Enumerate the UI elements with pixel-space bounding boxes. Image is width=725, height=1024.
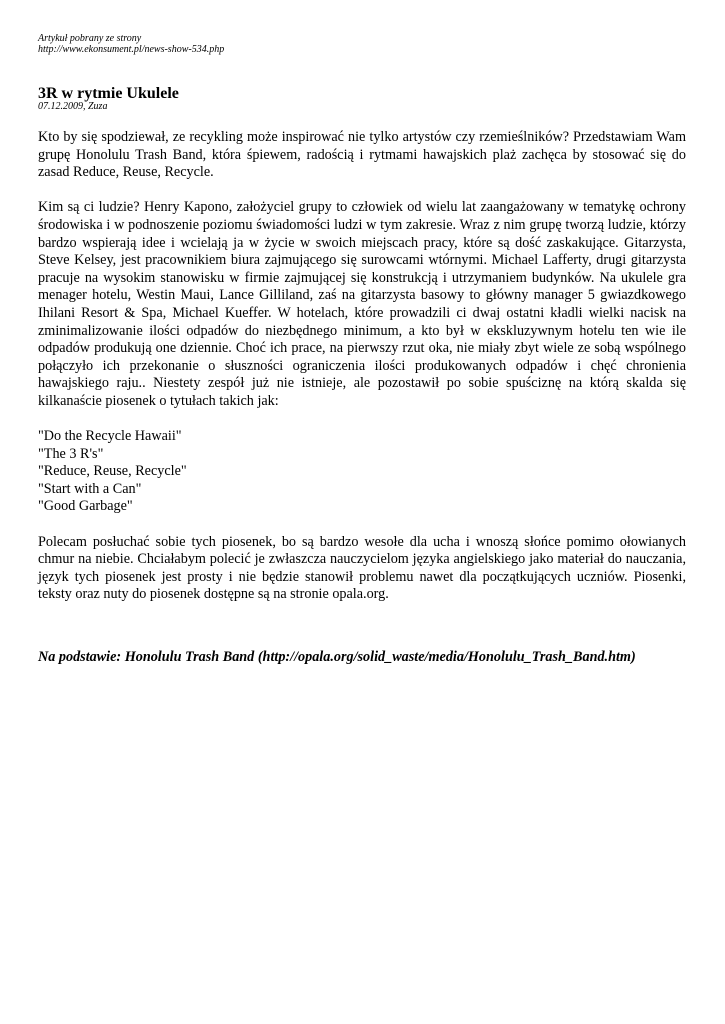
song-item: "Start with a Can" [38, 480, 142, 497]
song-list [38, 428, 686, 516]
article-body [38, 129, 686, 622]
paragraph-intro: Kto by się spodziewał, ze recykling może inspirować nie tylko artystów czy rzemieślników? Przedstawiam Wam grupę Honolulu Trash Band, która śpiewem, radością i rytmami hawajskich plaż zachęca by stosować się do zasad Reduce, Reuse, Recycle. [38, 129, 686, 181]
article-title: 3R w rytmie Ukulele [38, 85, 179, 102]
article-date-author: 07.12.2009, Zuza [38, 101, 108, 112]
source-label: Artykuł pobrany ze strony [38, 33, 142, 44]
song-item: "Reduce, Reuse, Recycle" [38, 463, 187, 480]
source-attribution: Na podstawie: Honolulu Trash Band (http://opala.org/solid_waste/media/Honolulu_Trash_Band.htm) [38, 649, 636, 665]
source-url: http://www.ekonsument.pl/news-show-534.php [38, 44, 225, 55]
song-item: "Do the Recycle Hawaii" [38, 428, 182, 445]
paragraph-closing: Polecam posłuchać sobie tych piosenek, bo są bardzo wesołe dla ucha i wnoszą słońce pomimo ołowianych chmur na niebie. Chciałabym polecić je zwłaszcza nauczycielom języka angielskiego jako materiał do nauczania, język tych piosenek jest prosty i nie będzie stanowił problemu nawet dla początkujących uczniów. Piosenki, teksty oraz nuty do piosenek dostępne są na stronie opala.org. [38, 533, 686, 603]
source-header [38, 33, 224, 55]
paragraph-members: Kim są ci ludzie? Henry Kapono, założyciel grupy to człowiek od wielu lat zaangażowany w tematykę ochrony środowiska i w podnoszenie poziomu świadomości ludzi w tym zakresie. Wraz z nim grupę tworzą ludzie, którzy bardzo wspierają idee i wcielają ja w życie w swoich miejscach pracy, które są dość zaskakujące. Gitarzysta, Steve Kelsey, jest pracownikiem biura zajmującego się surowcami wtórnymi. Michael Lafferty, drugi gitarzysta pracuje na wysokim stanowisku w firmie zajmującej się konstrukcją i utrzymaniem budynków. Na ukulele gra menager hotelu, Westin Maui, Lance Gilliland, zaś na gitarzysta basowy to główny manager 5 gwiazdkowego Ihilani Resort & Spa, Michael Kueffer. W hotelach, które prowadzili ci dwaj ostatni kładli wielki nacisk na zminimalizowanie ilości odpadów do niezbędnego minimum, a kto był w ekskluzywnym hotelu ten wie ile odpadów produkują one dziennie. Choć ich prace, na pierwszy rzut oka, nie miały zbyt wiele ze sobą wspólnego połączyło ich przekonanie o słuszności ograniczenia ilości produkowanych odpadów i chęć chronienia hawajskiego raju.. Niestety zespół już nie istnieje, ale pozostawił po sobie spuściznę na którą skalda się kilkanaście piosenek o tytułach takich jak: [38, 199, 686, 409]
song-item: "Good Garbage" [38, 498, 133, 515]
song-item: "The 3 R's" [38, 445, 104, 462]
